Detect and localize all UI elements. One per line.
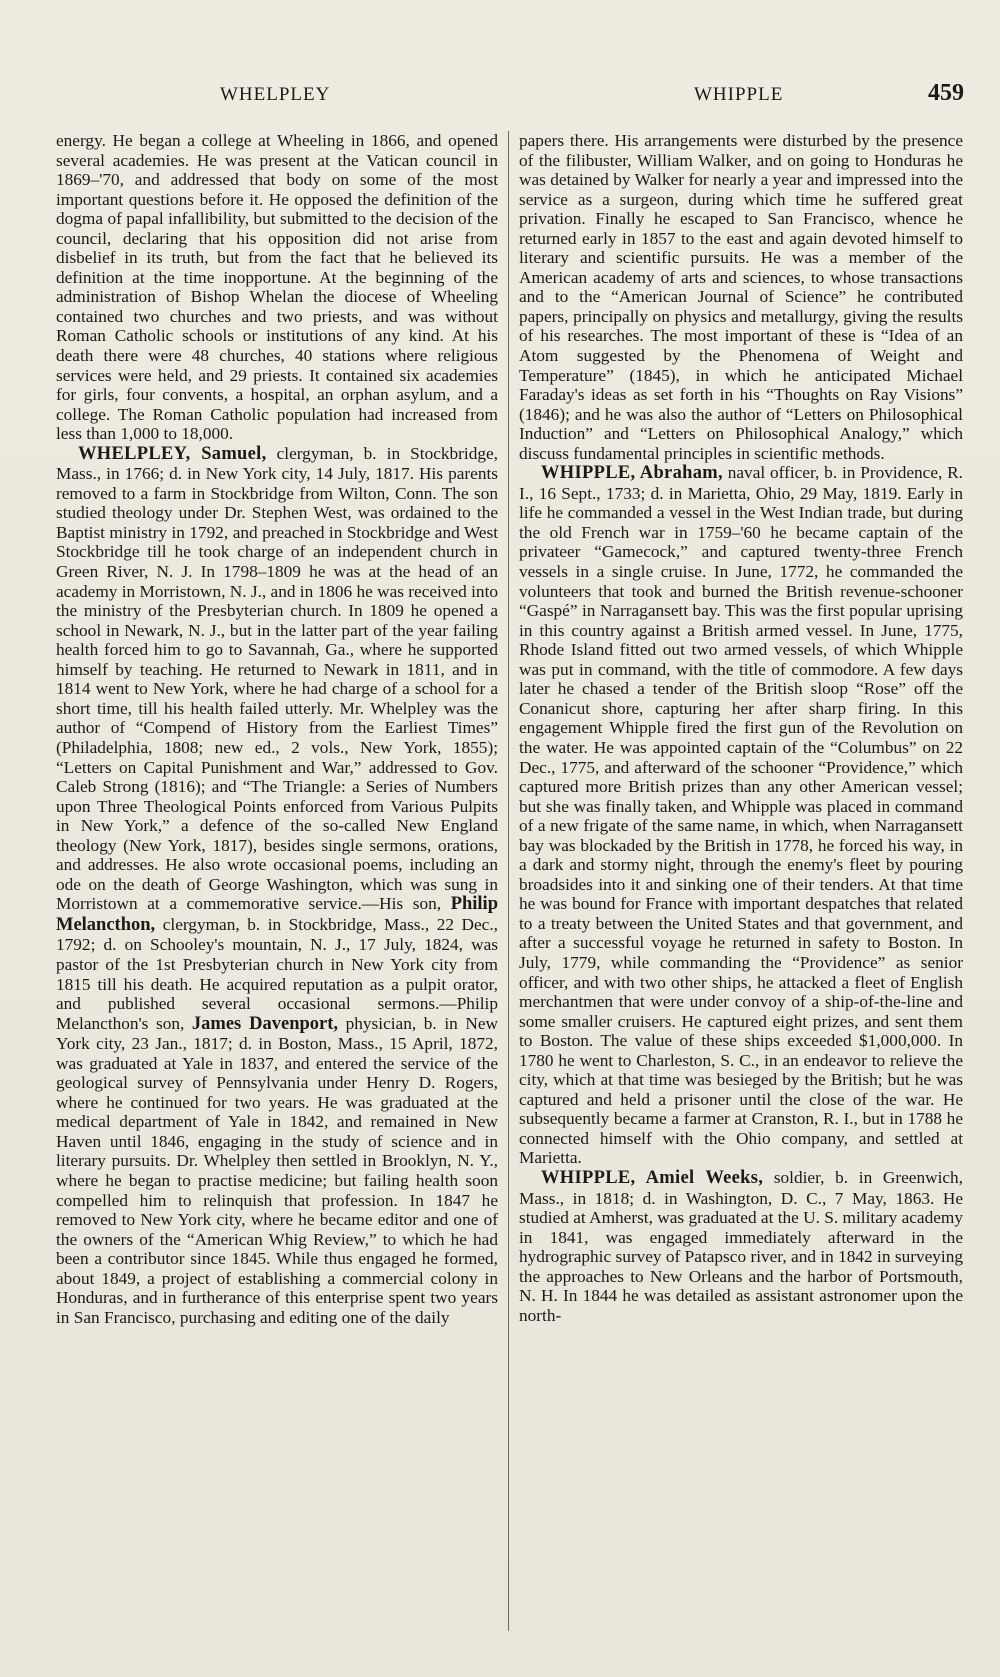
entry-headword: WHELPLEY, Samuel, <box>78 443 267 464</box>
entry-subheadword: Philip Melancthon, <box>56 894 498 935</box>
entry-headword: WHIPPLE, Amiel Weeks, <box>541 1167 764 1188</box>
right-column <box>519 131 963 1325</box>
entry-headword: WHIPPLE, Abraham, <box>541 463 723 484</box>
whipple-abraham-entry <box>519 463 963 1168</box>
entry-text: clergyman, b. in Stockbridge, Mass., 22 Dec., 1792; d. on Schooley's mountain, N. J., 17 July, 1824, was pastor of the 1st Presbyterian church in New York city from 1815 till his death. He acquired reputation as a pulpit orator, and published several occasional sermons.—Philip Melancthon's son, <box>56 914 498 1033</box>
whelpley-entry-continuation: papers there. His arrangements were disturbed by the presence of the filibuster, William Walker, and on going to Honduras he was detained by Walker for nearly a year and impressed into the service as a surgeon, during which time he suffered great privation. Finally he escaped to San Francisco, whence he returned early in 1857 to the east and again devoted himself to literary and scientific pursuits. He was a member of the American academy of arts and sciences, to whose transactions and to the “American Journal of Science” he contributed papers, principally on physics and metallurgy, giving the results of his researches. The most important of these is “Idea of an Atom suggested by the Phenomena of Weight and Temperature” (1845), in which he anticipated Michael Faraday's ideas as set forth in his “Thoughts on Ray Visions” (1846); and he was also the author of “Letters on Philosophical Induction” and “Letters on Philosophical Analogy,” which discuss fundamental principles in scientific methods. <box>519 131 963 463</box>
whelan-entry-continuation: energy. He began a college at Wheeling in 1866, and opened several academies. He was present at the Vatican council in 1869–'70, and addressed that body on some of the most important questions before it. He opposed the definition of the dogma of papal infallibility, but submitted to the decision of the council, declaring that his opposition did not arise from disbelief in its truth, but from the fact that he believed its definition at the time inopportune. At the beginning of the administration of Bishop Whelan the diocese of Wheeling contained two churches and two priests, and was without Roman Catholic schools or institutions of any kind. At his death there were 48 churches, 40 stations where religious services were held, and 29 priests. It contained six academies for girls, four convents, a hospital, an orphan asylum, and a college. The Roman Catholic population had increased from less than 1,000 to 18,000. <box>56 131 498 444</box>
entry-text: soldier, b. in Greenwich, Mass., in 1818; d. in Washington, D. C., 7 May, 1863. He studied at Amherst, was graduated at the U. S. military academy in 1841, was engaged immediately afterward in the hydrographic survey of Patapsco river, and in 1842 in surveying the approaches to New Orleans and the harbor of Portsmouth, N. H. In 1844 he was detailed as assistant astronomer upon the north- <box>519 1167 963 1325</box>
page-number: 459 <box>928 80 964 106</box>
left-running-title: WHELPLEY <box>220 84 331 105</box>
right-running-title: WHIPPLE <box>694 84 784 105</box>
entry-text: naval officer, b. in Providence, R. I., 16 Sept., 1733; d. in Marietta, Ohio, 29 May, 1819. Early in life he commanded a vessel in the West Indian trade, but during the old French war in 1759–'60 he became captain of the privateer “Gamecock,” and captured twenty-three French vessels in a single cruise. In June, 1772, he commanded the volunteers that took and burned the British revenue-schooner “Gaspé” in Narragansett bay. This was the first popular uprising in this country against a British armed vessel. In June, 1775, Rhode Island fitted out two armed vessels, of which Whipple was put in command, with the title of commodore. A few days later he chased a tender of the British sloop “Rose” off the Conanicut shore, capturing her after sharp firing. In this engagement Whipple fired the first gun of the Revolution on the water. He was appointed captain of the “Columbus” on 22 Dec., 1775, and afterward of the schooner “Providence,” which captured more British prizes than any other American vessel; but she was finally taken, and Whipple was placed in command of a new frigate of the same name, in which, when Narragansett bay was blockaded by the British in 1778, he forced his way, in a dark and stormy night, through the enemy's fleet by pouring broadsides into it and sinking one of their tenders. At that time he was bound for France with important despatches that related to a treaty between the United States and that government, and after a successful voyage he returned in safety to Boston. In July, 1779, while commanding the “Providence” as senior officer, and with two other ships, he attacked a fleet of English merchantmen that were under convoy of a ship-of-the-line and some smaller cruisers. He captured eight prizes, and sent them to Boston. The value of these ships exceeded $1,000,000. In 1780 he went to Charleston, S. C., in an endeavor to relieve the city, which at that time was besieged by the British; but he was captured and held a prisoner until the close of the war. He subsequently became a farmer at Cranston, R. I., but in 1788 he connected himself with the Ohio company, and settled at Marietta. <box>519 463 963 1168</box>
entry-subheadword: James Davenport, <box>191 1013 339 1034</box>
whelpley-samuel-entry <box>56 444 498 1328</box>
whipple-amiel-entry <box>519 1168 963 1325</box>
left-column <box>56 131 498 1327</box>
running-header <box>0 80 1000 114</box>
entry-text: clergyman, b. in Stockbridge, Mass., in 1766; d. in New York city, 14 July, 1817. His parents removed to a farm in Stockbridge from Wilton, Conn. The son studied theology under Dr. Stephen West, was ordained to the Baptist ministry in 1792, and preached in Stockbridge and West Stockbridge till he took charge of an independent church in Green River, N. J. In 1798–1809 he was at the head of an academy in Morristown, N. J., and in 1806 he was received into the ministry of the Presbyterian church. In 1809 he opened a school in Newark, N. J., but in the latter part of the year failing health forced him to go to Savannah, Ga., where he supported himself by teaching. He returned to Newark in 1811, and in 1814 went to New York, where he had charge of a school for a short time, till his health failed utterly. Mr. Whelpley was the author of “Compend of History from the Earliest Times” (Philadelphia, 1808; new ed., 2 vols., New York, 1855); “Letters on Capital Punishment and War,” addressed to Gov. Caleb Strong (1816); and “The Triangle: a Series of Numbers upon Three Theological Points enforced from Various Pulpits in New York,” a defence of the so-called New England theology (New York, 1817), besides single sermons, orations, and addresses. He also wrote occasional poems, including an ode on the death of George Washington, which was sung in Morristown at a commemorative service.—His son, <box>56 443 499 914</box>
entry-text: physician, b. in New York city, 23 Jan., 1817; d. in Boston, Mass., 15 April, 1872, was graduated at Yale in 1837, and entered the service of the geological survey of Pennsylvania under Henry D. Rogers, where he continued for two years. He was graduated at the medical department of Yale in 1842, and remained in New Haven until 1846, engaging in the study of science and in literary pursuits. Dr. Whelpley then settled in Brooklyn, N. Y., where he began to practise medicine; but failing health soon compelled him to relinquish that profession. In 1847 he removed to New York city, where he became editor and one of the owners of the “American Whig Review,” to which he had been a contributor since 1845. While thus engaged he formed, about 1849, a project of establishing a commercial colony in Honduras, and in furtherance of this enterprise spent two years in San Francisco, purchasing and editing one of the daily <box>56 1013 498 1327</box>
column-rule <box>508 131 509 1631</box>
